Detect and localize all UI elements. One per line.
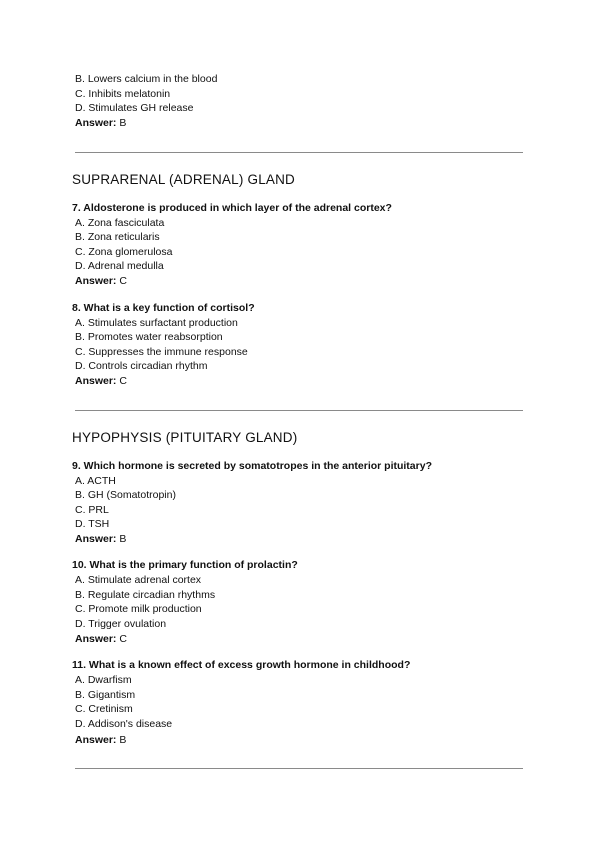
answer-value: C	[116, 275, 127, 287]
answer-label: Answer:	[75, 633, 117, 645]
section-divider	[75, 152, 523, 153]
option-text: C. Promote milk production	[75, 603, 202, 615]
answer-value: C	[116, 375, 127, 387]
answer-line	[75, 116, 126, 130]
answer-value: C	[116, 633, 127, 645]
option-text: A. Zona fasciculata	[75, 217, 165, 229]
question-text: 11. What is a known effect of excess growth hormone in childhood?	[72, 659, 411, 671]
answer-label: Answer:	[75, 734, 117, 746]
question-text: 9. Which hormone is secreted by somatotropes in the anterior pituitary?	[72, 460, 432, 472]
option-text: A. ACTH	[75, 475, 116, 487]
answer-line	[75, 733, 126, 747]
question-text: 7. Aldosterone is produced in which layer of the adrenal cortex?	[72, 202, 392, 214]
option-text: C. Suppresses the immune response	[75, 346, 248, 358]
option-text: B. Zona reticularis	[75, 231, 160, 243]
option-text: D. Controls circadian rhythm	[75, 360, 208, 372]
answer-value: B	[116, 734, 127, 746]
option-text: D. Trigger ovulation	[75, 618, 167, 630]
answer-label: Answer:	[75, 533, 117, 545]
answer-label: Answer:	[75, 275, 117, 287]
option-text: B. Lowers calcium in the blood	[75, 73, 218, 85]
option-text: C. PRL	[75, 504, 109, 516]
answer-line	[75, 532, 126, 546]
answer-line	[75, 632, 127, 646]
option-text: A. Dwarfism	[75, 674, 132, 686]
section-heading: SUPRARENAL (ADRENAL) GLAND	[72, 172, 295, 187]
option-text: D. Addison's disease	[75, 718, 173, 730]
option-text: B. Gigantism	[75, 689, 136, 701]
question-text: 10. What is the primary function of prolactin?	[72, 559, 298, 571]
section-divider	[75, 410, 523, 411]
option-text: D. Adrenal medulla	[75, 260, 164, 272]
answer-line	[75, 274, 127, 288]
section-divider	[75, 768, 523, 769]
option-text: B. GH (Somatotropin)	[75, 489, 176, 501]
option-text: B. Regulate circadian rhythms	[75, 589, 216, 601]
option-text: C. Inhibits melatonin	[75, 88, 171, 100]
answer-label: Answer:	[75, 375, 117, 387]
option-text: A. Stimulate adrenal cortex	[75, 574, 202, 586]
answer-value: B	[116, 117, 127, 129]
answer-line	[75, 374, 127, 388]
option-text: D. TSH	[75, 518, 110, 530]
option-text: C. Zona glomerulosa	[75, 246, 173, 258]
answer-value: B	[116, 533, 127, 545]
option-text: C. Cretinism	[75, 703, 133, 715]
option-text: D. Stimulates GH release	[75, 102, 194, 114]
option-text: B. Promotes water reabsorption	[75, 331, 223, 343]
answer-label: Answer:	[75, 117, 117, 129]
question-text: 8. What is a key function of cortisol?	[72, 302, 255, 314]
section-heading: HYPOPHYSIS (PITUITARY GLAND)	[72, 430, 298, 445]
option-text: A. Stimulates surfactant production	[75, 317, 238, 329]
